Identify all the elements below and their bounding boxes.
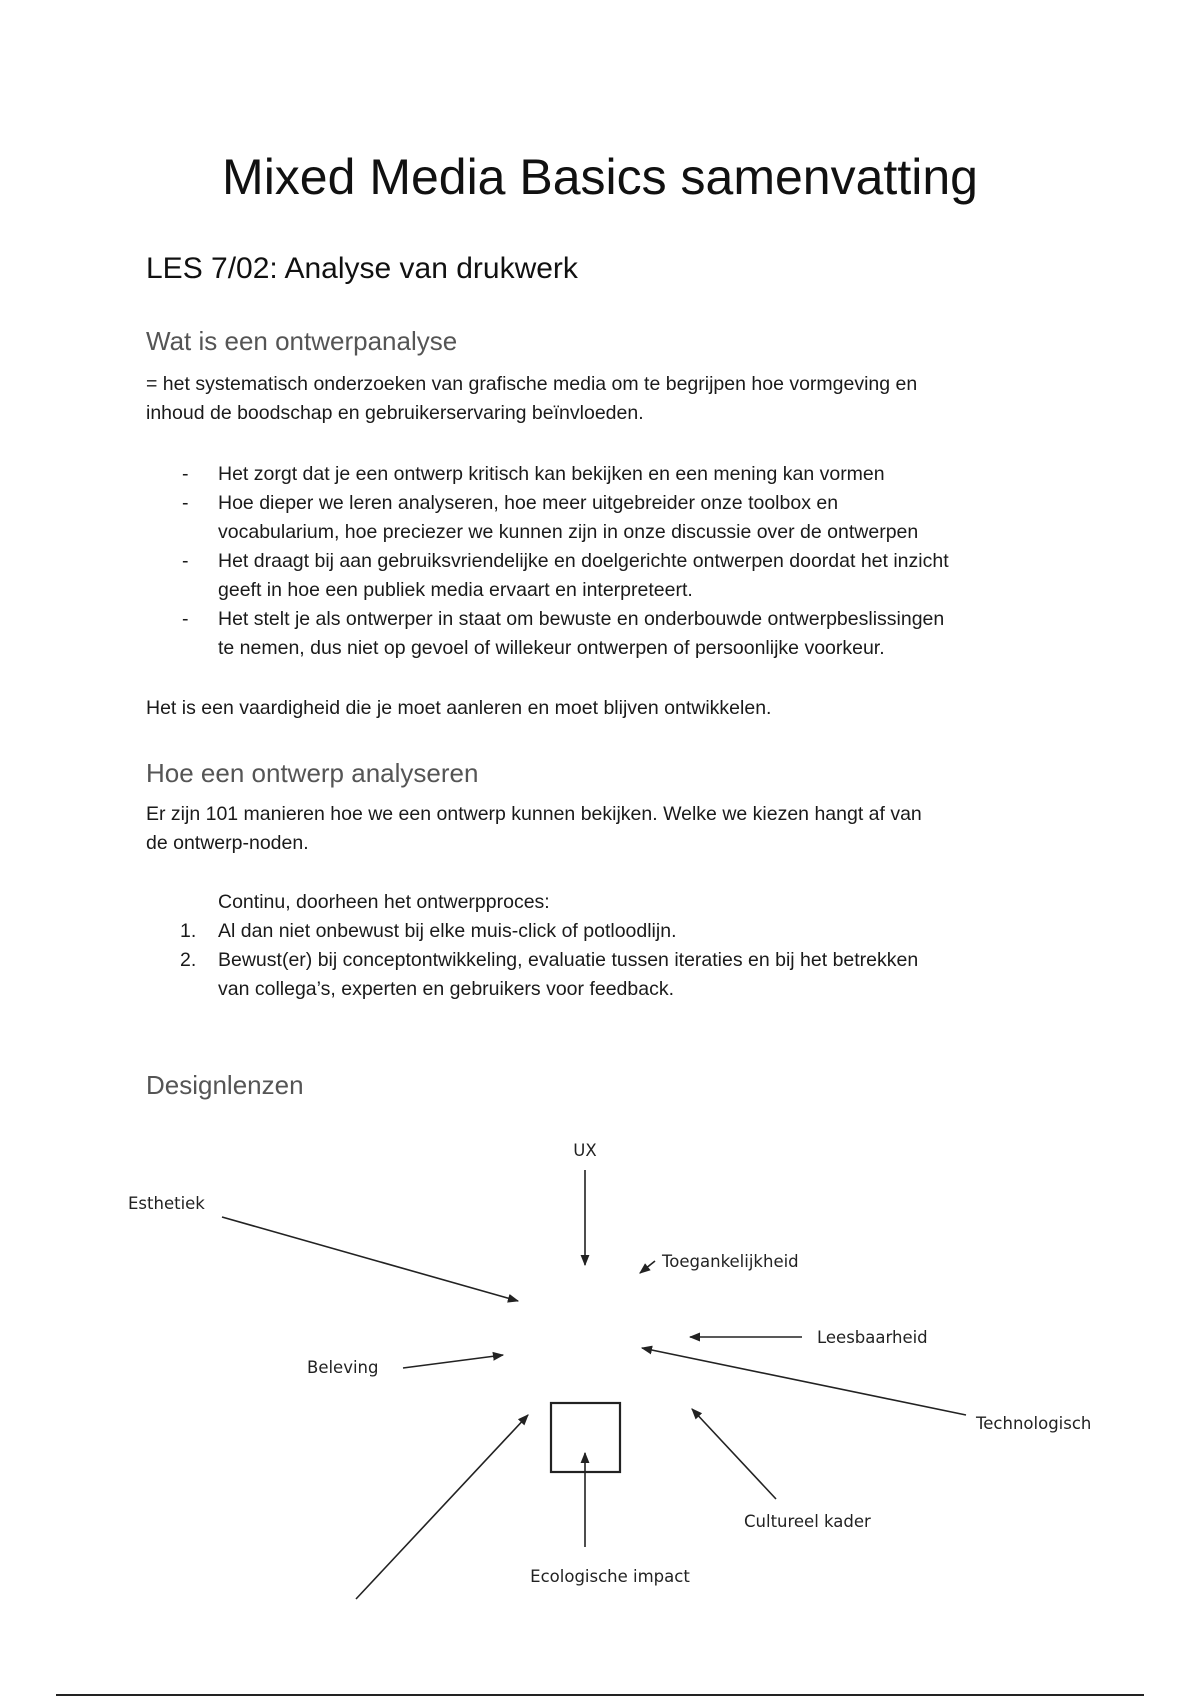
arrow-esthetiek bbox=[222, 1217, 518, 1301]
list-item bbox=[146, 489, 1066, 547]
list-item-text: Al dan niet onbewust bij elke muis-click of potloodlijn. bbox=[218, 920, 677, 942]
section-heading-analyseren: Hoe een ontwerp analyseren bbox=[146, 758, 479, 788]
page-bottom-rule bbox=[56, 1694, 1144, 1696]
list-item-text: te nemen, dus niet op gevoel of willekeur ontwerpen of persoonlijke voorkeur. bbox=[218, 637, 885, 659]
lesson-heading: LES 7/02: Analyse van drukwerk bbox=[146, 252, 578, 285]
section-heading-designlenzen: Designlenzen bbox=[146, 1070, 304, 1100]
section-heading-ontwerpanalyse: Wat is een ontwerpanalyse bbox=[146, 326, 458, 356]
section2-lead: Continu, doorheen het ontwerpproces: bbox=[218, 891, 550, 913]
list-item-text: Het stelt je als ontwerper in staat om bewuste en onderbouwde ontwerpbeslissingen bbox=[218, 608, 945, 630]
list-item bbox=[146, 460, 1066, 489]
section2-numbered-list bbox=[146, 917, 1066, 1004]
list-item-text: vocabularium, hoe preciezer we kunnen zijn in onze discussie over de ontwerpen bbox=[218, 521, 919, 543]
designlenzen-diagram bbox=[0, 1100, 1200, 1620]
list-item-text: Hoe dieper we leren analyseren, hoe meer uitgebreider onze toolbox en bbox=[218, 492, 839, 514]
section2-intro-line1: Er zijn 101 manieren hoe we een ontwerp kunnen bekijken. Welke we kiezen hangt af van bbox=[146, 803, 922, 825]
list-item-text: Bewust(er) bij conceptontwikkeling, evaluatie tussen iteraties en bij het betrekken bbox=[218, 949, 919, 971]
lens-label-ux: UX bbox=[573, 1141, 597, 1160]
section2-intro-line2: de ontwerp-noden. bbox=[146, 832, 309, 854]
section1-intro bbox=[146, 370, 1046, 428]
list-item-text: geeft in hoe een publiek media ervaart en interpreteert. bbox=[218, 579, 693, 601]
list-item bbox=[146, 946, 1066, 1004]
arrow-toegankelijkheid bbox=[640, 1261, 655, 1273]
arrow-unlabeled bbox=[356, 1415, 528, 1599]
list-item-text: van collega’s, experten en gebruikers voor feedback. bbox=[218, 978, 675, 1000]
bullet-marker: - bbox=[182, 550, 189, 572]
list-number: 1. bbox=[180, 920, 197, 942]
arrow-technologisch bbox=[642, 1348, 966, 1415]
lens-label-technologisch: Technologisch bbox=[976, 1414, 1092, 1433]
lens-label-beleving: Beleving bbox=[307, 1358, 379, 1377]
section1-bullet-list bbox=[146, 460, 1066, 663]
arrow-beleving bbox=[403, 1355, 503, 1368]
list-item-text: Het zorgt dat je een ontwerp kritisch kan bekijken en een mening kan vormen bbox=[218, 463, 885, 485]
lens-label-leesbaarheid: Leesbaarheid bbox=[817, 1328, 928, 1347]
list-number: 2. bbox=[180, 949, 197, 971]
section1-intro-line1: = het systematisch onderzoeken van grafische media om te begrijpen hoe vormgeving en bbox=[146, 373, 918, 395]
arrow-cultureel-kader bbox=[692, 1409, 776, 1499]
list-item bbox=[146, 547, 1066, 605]
list-item bbox=[146, 917, 1066, 946]
bullet-marker: - bbox=[182, 608, 189, 630]
section1-intro-line2: inhoud de boodschap en gebruikerservaring beïnvloeden. bbox=[146, 402, 644, 424]
lens-label-esthetiek: Esthetiek bbox=[128, 1194, 205, 1213]
section1-closing: Het is een vaardigheid die je moet aanleren en moet blijven ontwikkelen. bbox=[146, 697, 772, 719]
list-item-text: Het draagt bij aan gebruiksvriendelijke en doelgerichte ontwerpen doordat het inzicht bbox=[218, 550, 949, 572]
document-title: Mixed Media Basics samenvatting bbox=[222, 149, 978, 205]
list-item bbox=[146, 605, 1066, 663]
bullet-marker: - bbox=[182, 463, 189, 485]
lens-label-toegankelijkheid: Toegankelijkheid bbox=[662, 1252, 799, 1271]
bullet-marker: - bbox=[182, 492, 189, 514]
section2-intro bbox=[146, 800, 1046, 858]
lens-label-cultureel-kader: Cultureel kader bbox=[744, 1512, 871, 1531]
lens-label-ecologische-impact: Ecologische impact bbox=[530, 1567, 690, 1586]
